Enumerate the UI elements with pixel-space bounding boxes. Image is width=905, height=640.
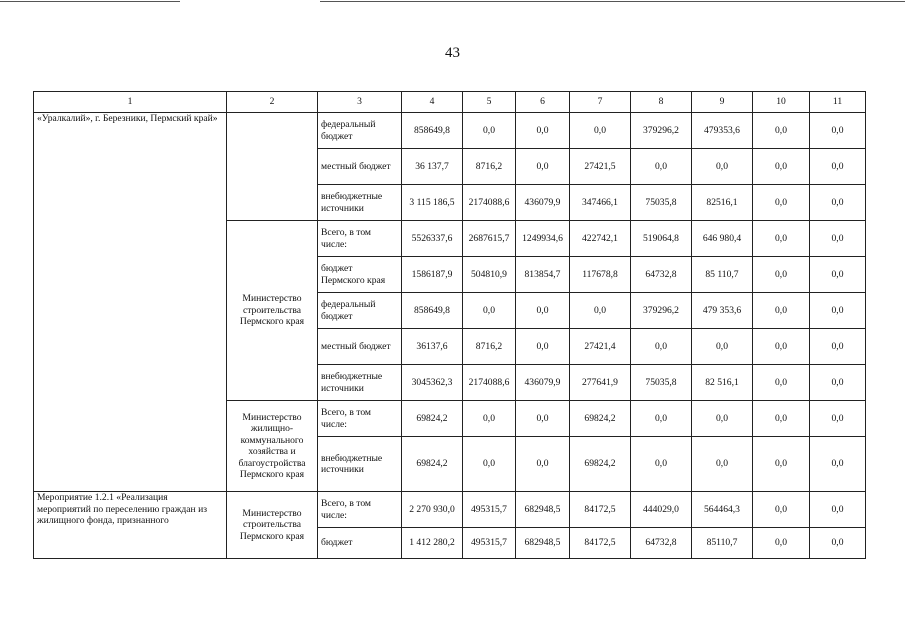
value-cell: 682948,5	[516, 492, 570, 528]
value-cell: 0,0	[753, 528, 810, 559]
value-cell: 0,0	[753, 437, 810, 492]
value-cell: 0,0	[463, 293, 516, 329]
budget-table	[33, 91, 866, 559]
executor-cell: Министерство строительства Пермского края	[227, 221, 318, 401]
funding-source-cell: внебюджетные источники	[318, 185, 402, 221]
value-cell: 1249934,6	[516, 221, 570, 257]
value-cell: 2174088,6	[463, 185, 516, 221]
value-cell: 0,0	[753, 221, 810, 257]
value-cell: 422742,1	[570, 221, 631, 257]
header-cell: 4	[402, 92, 463, 113]
value-cell: 1586187,9	[402, 257, 463, 293]
value-cell: 0,0	[810, 257, 866, 293]
top-edge-line	[0, 1, 180, 2]
value-cell: 36137,6	[402, 329, 463, 365]
value-cell: 0,0	[692, 329, 753, 365]
value-cell: 519064,8	[631, 221, 692, 257]
header-cell: 9	[692, 92, 753, 113]
value-cell: 69824,2	[402, 437, 463, 492]
value-cell: 3045362,3	[402, 365, 463, 401]
value-cell: 75035,8	[631, 365, 692, 401]
value-cell: 117678,8	[570, 257, 631, 293]
value-cell: 0,0	[810, 492, 866, 528]
value-cell: 0,0	[516, 401, 570, 437]
page-number: 43	[445, 45, 460, 61]
value-cell: 0,0	[810, 185, 866, 221]
value-cell: 0,0	[810, 329, 866, 365]
value-cell: 379296,2	[631, 113, 692, 149]
table-row	[34, 492, 866, 528]
funding-source-cell: местный бюджет	[318, 149, 402, 185]
value-cell: 0,0	[692, 401, 753, 437]
value-cell: 0,0	[753, 185, 810, 221]
funding-source-cell: Всего, в том числе:	[318, 221, 402, 257]
header-row	[34, 92, 866, 113]
value-cell: 0,0	[516, 149, 570, 185]
header-cell: 2	[227, 92, 318, 113]
value-cell: 813854,7	[516, 257, 570, 293]
funding-source-cell: Всего, в том числе:	[318, 401, 402, 437]
value-cell: 5526337,6	[402, 221, 463, 257]
value-cell: 2687615,7	[463, 221, 516, 257]
value-cell: 682948,5	[516, 528, 570, 559]
value-cell: 8716,2	[463, 149, 516, 185]
value-cell: 495315,7	[463, 492, 516, 528]
value-cell: 69824,2	[402, 401, 463, 437]
value-cell: 0,0	[692, 437, 753, 492]
value-cell: 0,0	[570, 293, 631, 329]
activity-cell: Мероприятие 1.2.1 «Реализация мероприятий по переселению граждан из жилищного фонда, признанного	[34, 492, 227, 559]
header-cell: 6	[516, 92, 570, 113]
value-cell: 564464,3	[692, 492, 753, 528]
value-cell: 504810,9	[463, 257, 516, 293]
value-cell: 0,0	[631, 329, 692, 365]
value-cell: 347466,1	[570, 185, 631, 221]
value-cell: 69824,2	[570, 401, 631, 437]
funding-source-cell: федеральный бюджет	[318, 293, 402, 329]
value-cell: 36 137,7	[402, 149, 463, 185]
value-cell: 0,0	[810, 113, 866, 149]
value-cell: 82516,1	[692, 185, 753, 221]
value-cell: 0,0	[753, 113, 810, 149]
funding-source-cell: внебюджетные источники	[318, 437, 402, 492]
value-cell: 0,0	[753, 257, 810, 293]
value-cell: 379296,2	[631, 293, 692, 329]
value-cell: 0,0	[463, 401, 516, 437]
value-cell: 0,0	[463, 437, 516, 492]
header-cell: 10	[753, 92, 810, 113]
value-cell: 64732,8	[631, 528, 692, 559]
table-row	[34, 113, 866, 149]
value-cell: 0,0	[753, 492, 810, 528]
value-cell: 3 115 186,5	[402, 185, 463, 221]
value-cell: 8716,2	[463, 329, 516, 365]
value-cell: 479 353,6	[692, 293, 753, 329]
value-cell: 27421,5	[570, 149, 631, 185]
value-cell: 27421,4	[570, 329, 631, 365]
value-cell: 2174088,6	[463, 365, 516, 401]
value-cell: 0,0	[753, 329, 810, 365]
header-cell: 3	[318, 92, 402, 113]
value-cell: 64732,8	[631, 257, 692, 293]
header-cell: 5	[463, 92, 516, 113]
value-cell: 858649,8	[402, 293, 463, 329]
value-cell: 82 516,1	[692, 365, 753, 401]
value-cell: 0,0	[570, 113, 631, 149]
value-cell: 495315,7	[463, 528, 516, 559]
value-cell: 0,0	[810, 401, 866, 437]
header-cell: 1	[34, 92, 227, 113]
value-cell: 436079,9	[516, 185, 570, 221]
header-cell: 7	[570, 92, 631, 113]
value-cell: 0,0	[692, 149, 753, 185]
value-cell: 444029,0	[631, 492, 692, 528]
value-cell: 85110,7	[692, 528, 753, 559]
value-cell: 75035,8	[631, 185, 692, 221]
funding-source-cell: федеральный бюджет	[318, 113, 402, 149]
header-cell: 11	[810, 92, 866, 113]
value-cell: 0,0	[463, 113, 516, 149]
value-cell: 0,0	[516, 293, 570, 329]
value-cell: 0,0	[810, 365, 866, 401]
value-cell: 69824,2	[570, 437, 631, 492]
value-cell: 0,0	[810, 437, 866, 492]
value-cell: 0,0	[810, 528, 866, 559]
funding-source-cell: Всего, в том числе:	[318, 492, 402, 528]
executor-cell	[227, 113, 318, 221]
value-cell: 0,0	[631, 437, 692, 492]
value-cell: 0,0	[810, 221, 866, 257]
funding-source-cell: внебюджетные источники	[318, 365, 402, 401]
value-cell: 0,0	[516, 113, 570, 149]
value-cell: 436079,9	[516, 365, 570, 401]
funding-source-cell: местный бюджет	[318, 329, 402, 365]
value-cell: 0,0	[753, 365, 810, 401]
value-cell: 646 980,4	[692, 221, 753, 257]
top-edge-line	[320, 1, 905, 2]
value-cell: 0,0	[753, 401, 810, 437]
activity-cell: «Уралкалий», г. Березники, Пермский край»	[34, 113, 227, 492]
value-cell: 0,0	[516, 437, 570, 492]
value-cell: 0,0	[631, 401, 692, 437]
value-cell: 277641,9	[570, 365, 631, 401]
value-cell: 2 270 930,0	[402, 492, 463, 528]
value-cell: 0,0	[516, 329, 570, 365]
value-cell: 0,0	[631, 149, 692, 185]
value-cell: 1 412 280,2	[402, 528, 463, 559]
value-cell: 0,0	[810, 293, 866, 329]
funding-source-cell: бюджет	[318, 528, 402, 559]
value-cell: 0,0	[810, 149, 866, 185]
funding-source-cell: бюджет Пермского края	[318, 257, 402, 293]
executor-cell: Министерство жилищно-коммунального хозяйства и благоустройства Пермского края	[227, 401, 318, 492]
value-cell: 85 110,7	[692, 257, 753, 293]
header-cell: 8	[631, 92, 692, 113]
value-cell: 0,0	[753, 293, 810, 329]
value-cell: 858649,8	[402, 113, 463, 149]
executor-cell: Министерство строительства Пермского края	[227, 492, 318, 559]
value-cell: 479353,6	[692, 113, 753, 149]
value-cell: 0,0	[753, 149, 810, 185]
value-cell: 84172,5	[570, 528, 631, 559]
value-cell: 84172,5	[570, 492, 631, 528]
